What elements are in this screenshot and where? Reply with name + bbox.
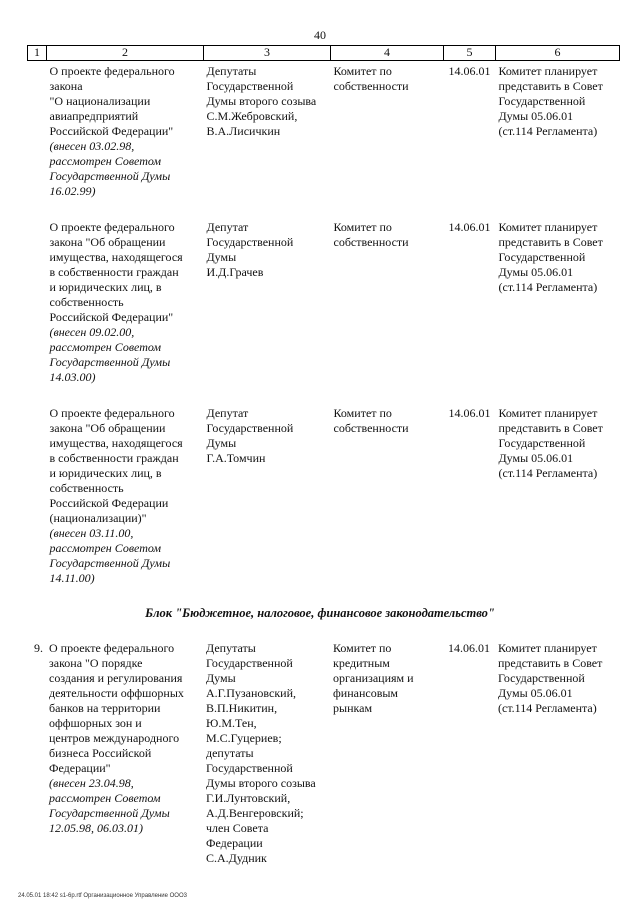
text-line: банков на территории xyxy=(49,701,161,715)
text-line: Федерации xyxy=(206,836,263,850)
text-line: 14.03.00) xyxy=(49,370,96,384)
column-header: 2 xyxy=(47,46,204,61)
agenda-table xyxy=(27,45,620,604)
text-line: 14.11.00) xyxy=(49,571,95,585)
text-line: Думы xyxy=(206,250,237,264)
column-header: 5 xyxy=(444,46,496,61)
text-line: В.П.Никитин, xyxy=(206,701,278,715)
text-line: М.С.Гуцериев; xyxy=(206,731,282,745)
committee-cell xyxy=(331,217,444,403)
text-line: закона "О порядке xyxy=(49,656,143,670)
authors-cell xyxy=(203,638,330,866)
text-line: (национализации)" xyxy=(49,511,147,525)
text-line: авиапредприятий xyxy=(49,109,139,123)
committee-cell xyxy=(330,638,443,866)
text-line: (внесен 09.02.00, xyxy=(49,325,135,339)
text-line: Комитет планирует xyxy=(498,641,597,655)
date-cell: 14.06.01 xyxy=(448,220,491,234)
text-line: И.Д.Грачев xyxy=(206,265,264,279)
text-line: Депутаты xyxy=(206,64,257,78)
text-line: О проекте федерального xyxy=(49,220,175,234)
text-line: закона "Об обращении xyxy=(49,235,166,249)
text-line: представить в Совет xyxy=(498,421,603,435)
table-row xyxy=(28,61,620,218)
text-line: в собственности граждан xyxy=(49,451,179,465)
text-line: Думы 05.06.01 xyxy=(498,686,573,700)
text-line: Государственной Думы xyxy=(49,806,170,820)
text-line: (ст.114 Регламента) xyxy=(498,466,598,480)
text-line: имущества, находящегося xyxy=(49,436,183,450)
text-line: собственность xyxy=(49,481,124,495)
text-line: создания и регулирования xyxy=(49,671,183,685)
text-line: Российской Федерации xyxy=(49,496,169,510)
text-line: (внесен 03.11.00, xyxy=(49,526,134,540)
text-line: Думы xyxy=(206,671,236,685)
text-line: Государственной xyxy=(206,421,294,435)
text-line: О проекте федерального xyxy=(49,406,175,420)
text-line: 16.02.99) xyxy=(49,184,96,198)
text-line: Думы 05.06.01 xyxy=(498,265,574,279)
text-line: О проекте федерального xyxy=(49,64,175,78)
text-line: финансовым xyxy=(333,686,399,700)
text-line: Комитет планирует xyxy=(498,220,598,234)
text-line: собственность xyxy=(49,295,124,309)
text-line: собственности xyxy=(333,421,409,435)
text-line: центров международного xyxy=(49,731,180,745)
table-header-row xyxy=(28,46,620,61)
text-line: Депутаты xyxy=(206,641,256,655)
note-cell xyxy=(496,61,620,218)
text-line: Думы 05.06.01 xyxy=(498,451,574,465)
text-line: "О национализации xyxy=(49,94,151,108)
text-line: 12.05.98, 06.03.01) xyxy=(49,821,143,835)
text-line: О проекте федерального xyxy=(49,641,175,655)
row-number xyxy=(28,61,47,218)
note-cell xyxy=(496,403,620,604)
text-line: представить в Совет xyxy=(498,235,603,249)
text-line: собственности xyxy=(333,79,409,93)
committee-cell xyxy=(331,61,444,218)
text-line: рассмотрен Советом xyxy=(49,154,162,168)
row-number xyxy=(28,403,47,604)
date-cell: 14.06.01 xyxy=(448,641,490,655)
text-line: в собственности граждан xyxy=(49,265,179,279)
text-line: Г.А.Томчин xyxy=(206,451,266,465)
bill-title-cell xyxy=(47,217,204,403)
bill-title-cell xyxy=(47,61,204,218)
text-line: Депутат xyxy=(206,406,249,420)
text-line: С.М.Жебровский, xyxy=(206,109,298,123)
column-header: 1 xyxy=(28,46,47,61)
date-cell: 14.06.01 xyxy=(448,406,491,420)
text-line: и юридических лиц, в xyxy=(49,466,162,480)
text-line: Государственной xyxy=(498,436,586,450)
text-line: Российской Федерации" xyxy=(49,310,174,324)
text-line: Государственной Думы xyxy=(49,169,171,183)
text-line: Государственной xyxy=(206,235,294,249)
text-line: Ю.М.Тен, xyxy=(206,716,257,730)
text-line: Думы xyxy=(206,436,237,450)
text-line: Государственной xyxy=(498,250,586,264)
text-line: (ст.114 Регламента) xyxy=(498,124,598,138)
text-line: представить в Совет xyxy=(498,656,603,670)
budget-block-table xyxy=(27,638,619,866)
text-line: Комитет по xyxy=(333,406,392,420)
note-cell xyxy=(495,638,619,866)
text-line: деятельности оффшорных xyxy=(49,686,184,700)
authors-cell xyxy=(204,403,331,604)
committee-cell xyxy=(331,403,444,604)
text-line: Государственной xyxy=(498,671,585,685)
text-line: Думы второго созыва xyxy=(206,94,317,108)
text-line: Г.И.Лунтовский, xyxy=(206,791,291,805)
note-cell xyxy=(496,217,620,403)
text-line: организациям и xyxy=(333,671,414,685)
text-line: Государственной xyxy=(498,94,586,108)
text-line: рассмотрен Советом xyxy=(49,791,161,805)
table-row xyxy=(27,638,619,866)
text-line: (внесен 23.04.98, xyxy=(49,776,134,790)
text-line: депутаты xyxy=(206,746,254,760)
text-line: собственности xyxy=(333,235,409,249)
text-line: член Совета xyxy=(206,821,269,835)
text-line: С.А.Дудник xyxy=(206,851,267,865)
text-line: Государственной xyxy=(206,656,293,670)
text-line: (ст.114 Регламента) xyxy=(498,280,598,294)
text-line: Государственной xyxy=(206,761,293,775)
text-line: закона "Об обращении xyxy=(49,421,166,435)
text-line: Комитет планирует xyxy=(498,64,598,78)
text-line: В.А.Лисичкин xyxy=(206,124,281,138)
table-row xyxy=(28,403,620,604)
text-line: А.Г.Пузановский, xyxy=(206,686,296,700)
text-line: рассмотрен Советом xyxy=(49,340,162,354)
text-line: Комитет по xyxy=(333,641,392,655)
text-line: Комитет планирует xyxy=(498,406,598,420)
text-line: закона xyxy=(49,79,83,93)
text-line: Государственной Думы xyxy=(49,355,171,369)
row-number xyxy=(28,217,47,403)
authors-cell xyxy=(204,61,331,218)
text-line: (внесен 03.02.98, xyxy=(49,139,135,153)
text-line: кредитным xyxy=(333,656,390,670)
column-header: 6 xyxy=(496,46,620,61)
text-line: Государственной xyxy=(206,79,294,93)
text-line: рынкам xyxy=(333,701,373,715)
text-line: Комитет по xyxy=(333,220,392,234)
text-line: А.Д.Венгеровский; xyxy=(206,806,304,820)
bill-title-cell xyxy=(47,403,204,604)
block-heading: Блок "Бюджетное, налоговое, финансовое законодательство" xyxy=(145,606,495,620)
text-line: имущества, находящегося xyxy=(49,250,183,264)
text-line: Думы второго созыва xyxy=(206,776,316,790)
table-row xyxy=(28,217,620,403)
text-line: рассмотрен Советом xyxy=(49,541,162,555)
text-line: Комитет по xyxy=(333,64,392,78)
text-line: Думы 05.06.01 xyxy=(498,109,574,123)
text-line: (ст.114 Регламента) xyxy=(498,701,597,715)
page-number: 40 xyxy=(314,28,326,42)
row-number: 9. xyxy=(34,641,43,655)
column-header: 4 xyxy=(331,46,444,61)
text-line: и юридических лиц, в xyxy=(49,280,162,294)
text-line: Российской Федерации" xyxy=(49,124,174,138)
text-line: Депутат xyxy=(206,220,249,234)
text-line: оффшорных зон и xyxy=(49,716,142,730)
text-line: представить в Совет xyxy=(498,79,603,93)
bill-title-cell xyxy=(46,638,203,866)
text-line: Государственной Думы xyxy=(49,556,171,570)
date-cell: 14.06.01 xyxy=(448,64,491,78)
file-footer: 24.05.01 18:42 s1-6p.rtf Организационное Управление ООО3 xyxy=(18,893,187,899)
column-header: 3 xyxy=(204,46,331,61)
authors-cell xyxy=(204,217,331,403)
text-line: Федерации" xyxy=(49,761,111,775)
text-line: бизнеса Российской xyxy=(49,746,152,760)
